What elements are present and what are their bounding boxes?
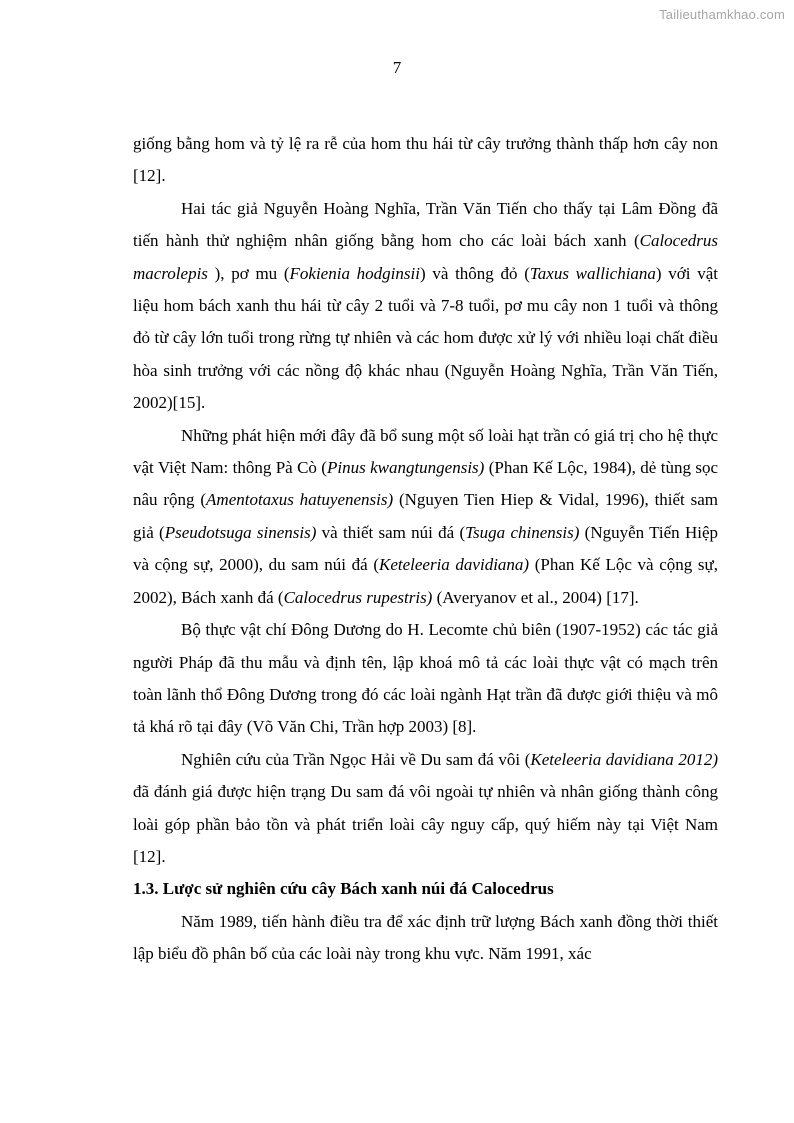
section-heading: 1.3. Lược sử nghiên cứu cây Bách xanh núi đá Calocedrus [133,879,554,899]
watermark: Tailieuthamkhao.com [659,7,785,22]
document-body [133,128,718,971]
text-span: Hai tác giả Nguyễn Hoàng Nghĩa, Trần Văn Tiến cho thấy tại Lâm Đồng đã tiến hành thử nghiệm nhân giống bằng hom cho các loài bách xanh ( [133,198,718,251]
species-name: Keteleeria davidiana 2012) [530,749,718,769]
paragraph-5 [133,744,718,874]
page-number: 7 [392,58,402,77]
text-span: (Nguyễn Tiến Hiệp và cộng sự, 2000), du sam núi đá ( [133,522,719,575]
species-name: Tsuga chinensis) [465,522,580,542]
paragraph-3 [133,420,718,614]
species-name: Calocedrus macrolepis [133,231,718,283]
paragraph-2 [133,193,718,420]
text-span: và thiết sam núi đá ( [316,522,466,542]
text-span: ), pơ mu ( [207,263,290,283]
species-name: Fokienia hodginsii [289,263,420,283]
species-name: Pinus kwangtungensis) [326,458,485,478]
paragraph-1: giống bằng hom và tỷ lệ ra rễ của hom thu hái từ cây trưởng thành thấp hơn cây non [12]. [133,134,718,186]
text-span: (Phan Kế Lộc và cộng sự, 2002), Bách xanh đá ( [133,555,718,607]
species-name: Amentotaxus hatuyenensis) [206,490,394,510]
text-span: ) với vật liệu hom bách xanh thu hái từ cây 2 tuổi và 7-8 tuổi, pơ mu cây non 1 tuổi và thông đỏ từ cây lớn tuổi trong rừng tự nhiên và các hom được xử lý với nhiều loại chất điều hòa sinh trưởng với các nồng độ khác nhau (Nguyễn Hoàng Nghĩa, Trần Văn Tiến, 2002)[15]. [133,263,718,413]
text-span: (Phan Kế Lộc, 1984), dẻ tùng sọc nâu rộng ( [133,458,718,510]
species-name: Calocedrus rupestris) [283,587,433,607]
species-name: Taxus wallichiana [529,263,656,283]
species-name: Pseudotsuga sinensis) [164,522,317,542]
text-span: đã đánh giá được hiện trạng Du sam đá vôi ngoài tự nhiên và nhân giống thành công loài góp phần bảo tồn và phát triển loài cây nguy cấp, quý hiếm này tại Việt Nam [12]. [133,782,718,866]
species-name: Keteleeria davidiana) [378,555,530,575]
text-span: (Nguyen Tien Hiep & Vidal, 1996), thiết sam giả ( [133,490,718,542]
text-span: Những phát hiện mới đây đã bổ sung một số loài hạt trần có giá trị cho hệ thực vật Việt Nam: thông Pà Cò ( [133,425,718,478]
text-span: Nghiên cứu của Trần Ngọc Hải về Du sam đá vôi ( [181,749,531,769]
text-span: ) và thông đỏ ( [419,263,530,283]
text-span: (Averyanov et al., 2004) [17]. [432,587,639,607]
paragraph-6: Năm 1989, tiến hành điều tra để xác định trữ lượng Bách xanh đồng thời thiết lập biểu đồ phân bố của các loài này trong khu vực. Năm 1991, xác [133,911,718,964]
paragraph-4: Bộ thực vật chí Đông Dương do H. Lecomte chủ biên (1907-1952) các tác giả người Pháp đã thu mẫu và định tên, lập khoá mô tả các loài thực vật có mạch trên toàn lãnh thổ Đông Dương trong đó các loài ngành Hạt trần đã được giới thiệu và mô tả khá rõ tại đây (Võ Văn Chi, Trần hợp 2003) [8]. [133,620,718,737]
